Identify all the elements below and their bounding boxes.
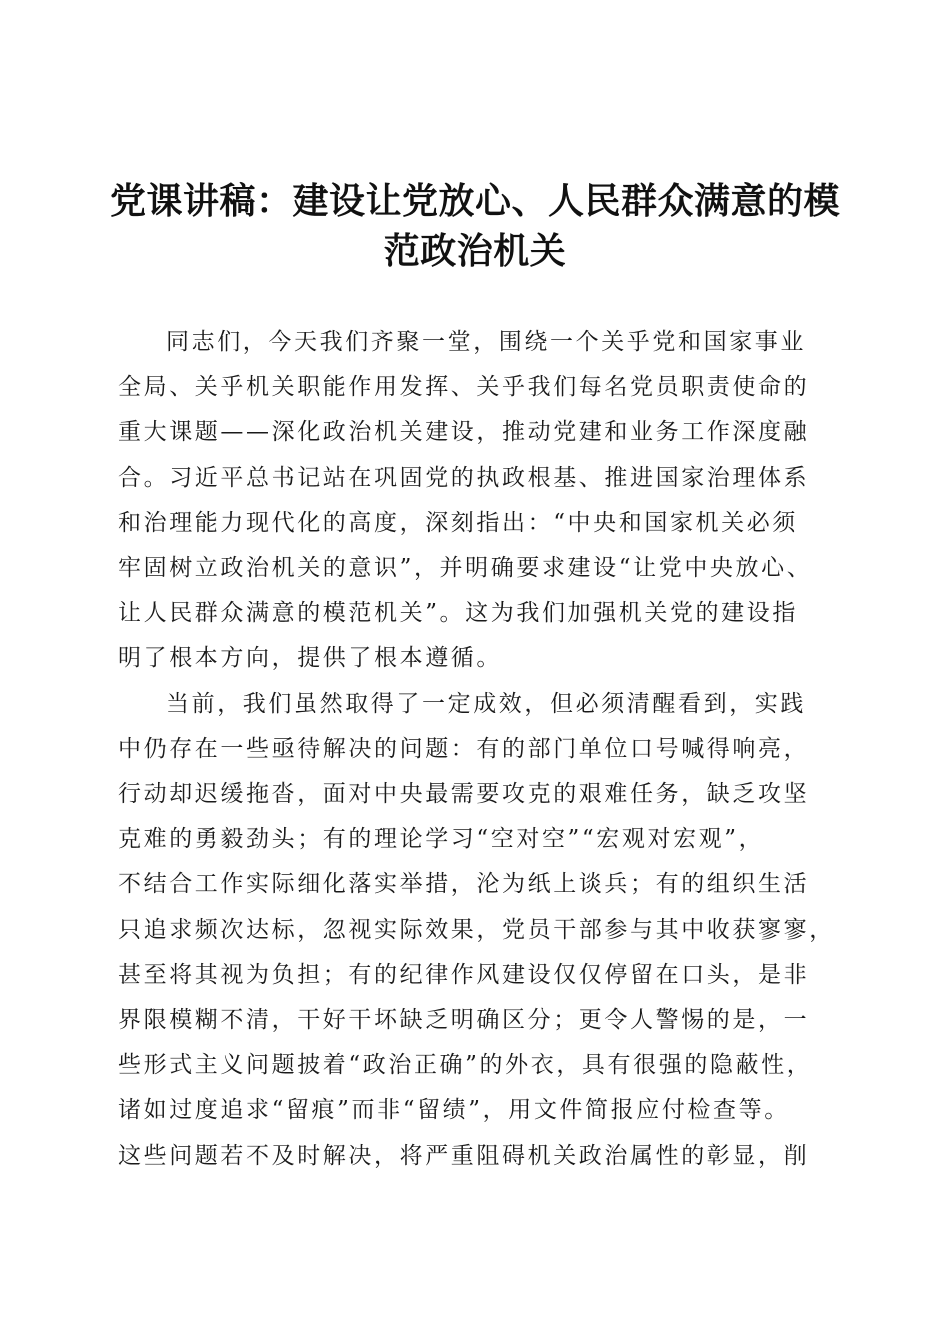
text-line: 甚至将其视为负担；有的纪律作风建设仅仅停留在口头，是非 (118, 961, 810, 988)
text-line: 和治理能力现代化的高度，深刻指出：“中央和国家机关必须 (118, 509, 798, 536)
text-line: 这些问题若不及时解决，将严重阻碍机关政治属性的彰显，削 (118, 1142, 810, 1169)
text-line: 合。习近平总书记站在巩固党的执政根基、推进国家治理体系 (118, 464, 810, 491)
text-line: 行动却迟缓拖沓，面对中央最需要攻克的艰难任务，缺乏攻坚 (118, 781, 810, 808)
text-line: 牢固树立政治机关的意识”，并明确要求建设“让党中央放心、 (118, 555, 813, 582)
text-line: 当前，我们虽然取得了一定成效，但必须清醒看到，实践 (166, 690, 806, 717)
paragraph-2 (118, 682, 838, 1179)
text-line: 重大课题——深化政治机关建设，推动党建和业务工作深度融 (118, 419, 810, 446)
text-line: 中仍存在一些亟待解决的问题：有的部门单位口号喊得响亮， (118, 735, 810, 762)
text-line: 全局、关乎机关职能作用发挥、关乎我们每名党员职责使命的 (118, 374, 810, 401)
text-line: 诸如过度追求“留痕”而非“留绩”，用文件简报应付检查等。 (118, 1097, 790, 1124)
text-line: 些形式主义问题披着“政治正确”的外衣，具有很强的隐蔽性， (118, 1052, 813, 1079)
text-line: 只追求频次达标，忽视实际效果，党员干部参与其中收获寥寥， (118, 916, 835, 943)
document-title (100, 176, 850, 276)
paragraph-1 (118, 320, 838, 682)
text-line: 让人民群众满意的模范机关”。这为我们加强机关党的建设指 (118, 600, 798, 627)
text-line: 明了根本方向，提供了根本遵循。 (118, 645, 502, 672)
text-line: 不结合工作实际细化落实举措，沦为纸上谈兵；有的组织生活 (118, 871, 810, 898)
title-line: 范政治机关 (383, 230, 567, 272)
text-line: 克难的勇毅劲头；有的理论学习“空对空”“宏观对宏观”， (118, 826, 765, 853)
document-body (118, 320, 838, 1179)
text-line: 同志们，今天我们齐聚一堂，围绕一个关乎党和国家事业 (166, 329, 806, 355)
title-line: 党课讲稿：建设让党放心、人民群众满意的模 (109, 180, 840, 222)
text-line: 界限模糊不清，干好干坏缺乏明确区分；更令人警惕的是，一 (118, 1007, 810, 1034)
